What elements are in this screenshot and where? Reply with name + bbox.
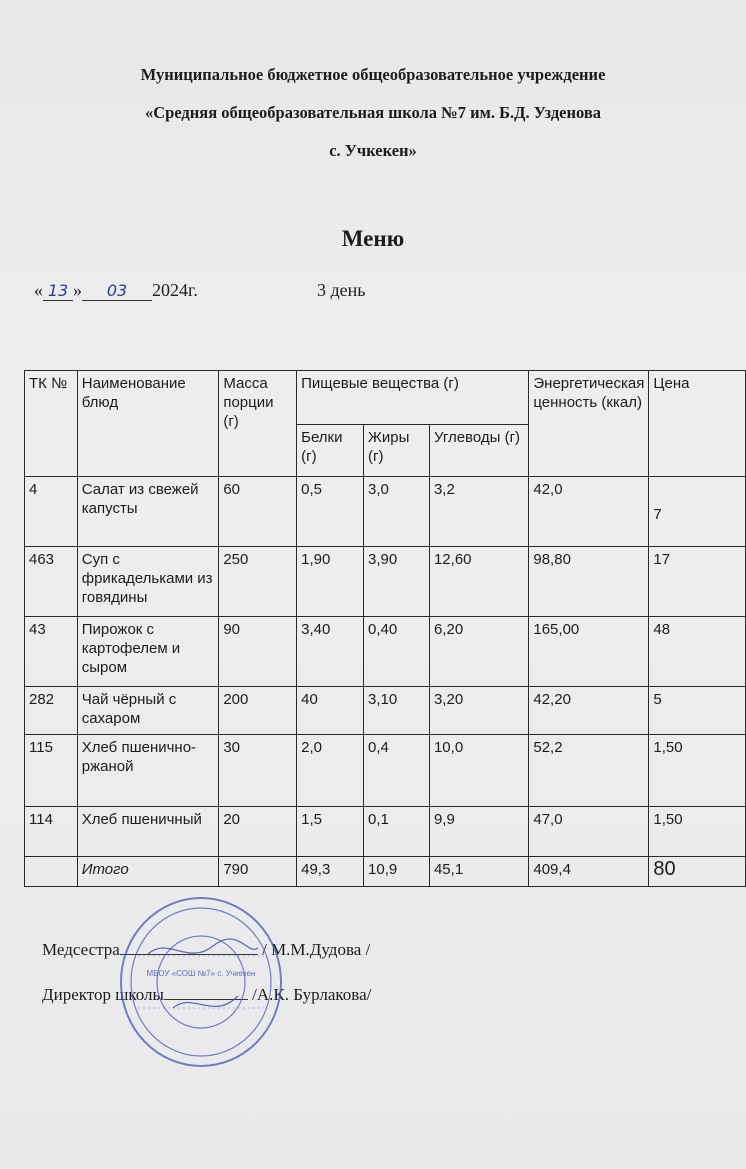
date-open-quote: « (34, 280, 43, 300)
total-row (25, 857, 746, 887)
cell-name: Хлеб пшенично-ржаной (77, 735, 219, 807)
cell-fat: 3,10 (364, 687, 430, 735)
cell-price: 48 (649, 617, 746, 687)
day-label: 3 день (317, 280, 366, 300)
cell-mass: 20 (219, 807, 297, 857)
cell-energy: 165,00 (529, 617, 649, 687)
cell-tk: 282 (25, 687, 78, 735)
date-year: 2024г. (152, 280, 198, 300)
table-row (25, 735, 746, 807)
cell-carbs: 9,9 (429, 807, 528, 857)
document-header (0, 62, 746, 176)
cell-energy: 52,2 (529, 735, 649, 807)
nurse-label: Медсестра (42, 940, 120, 959)
cell-mass: 30 (219, 735, 297, 807)
cell-protein: 1,90 (297, 547, 364, 617)
cell-name: Суп с фрикадельками из говядины (77, 547, 219, 617)
cell-carbs: 10,0 (429, 735, 528, 807)
nurse-name: / М.М.Дудова / (262, 940, 371, 959)
cell-tk: 4 (25, 477, 78, 547)
cell-tk: 463 (25, 547, 78, 617)
cell-carbs: 6,20 (429, 617, 528, 687)
cell-price: 7 (649, 477, 746, 547)
cell-fat: 3,90 (364, 547, 430, 617)
total-mass: 790 (219, 857, 297, 887)
header-nutrients: Пищевые вещества (г) (297, 371, 529, 425)
cell-tk-empty (25, 857, 78, 887)
header-carbs: Углеводы (г) (429, 425, 528, 477)
cell-tk: 115 (25, 735, 78, 807)
cell-protein: 2,0 (297, 735, 364, 807)
date-month: 03 (82, 281, 152, 301)
total-energy: 409,4 (529, 857, 649, 887)
cell-name: Салат из свежей капусты (77, 477, 219, 547)
cell-energy: 42,20 (529, 687, 649, 735)
cell-energy: 98,80 (529, 547, 649, 617)
cell-fat: 3,0 (364, 477, 430, 547)
cell-fat: 0,1 (364, 807, 430, 857)
cell-mass: 250 (219, 547, 297, 617)
table-row (25, 617, 746, 687)
table-header-row (25, 371, 746, 425)
header-price: Цена (649, 371, 746, 477)
total-label: Итого (77, 857, 219, 887)
total-protein: 49,3 (297, 857, 364, 887)
header-name: Наименование блюд (77, 371, 219, 477)
director-label: Директор школы (42, 985, 164, 1004)
cell-mass: 200 (219, 687, 297, 735)
cell-tk: 114 (25, 807, 78, 857)
header-mass: Масса порции (г) (219, 371, 297, 477)
cell-name: Чай чёрный с сахаром (77, 687, 219, 735)
total-fat: 10,9 (364, 857, 430, 887)
org-name-line-3: с. Учкекен» (329, 141, 417, 160)
table-row (25, 687, 746, 735)
cell-carbs: 12,60 (429, 547, 528, 617)
org-name-line-2: «Средняя общеобразовательная школа №7 им. Б.Д. Узденова (144, 103, 602, 122)
page-title: Меню (341, 226, 405, 251)
cell-energy: 42,0 (529, 477, 649, 547)
total-carbs: 45,1 (429, 857, 528, 887)
cell-fat: 0,4 (364, 735, 430, 807)
cell-protein: 3,40 (297, 617, 364, 687)
cell-protein: 0,5 (297, 477, 364, 547)
cell-energy: 47,0 (529, 807, 649, 857)
director-name: /А.К. Бурлакова/ (252, 985, 372, 1004)
cell-protein: 40 (297, 687, 364, 735)
header-tk: ТК № (25, 371, 78, 477)
header-energy: Энергетическая ценность (ккал) (529, 371, 649, 477)
cell-price: 17 (649, 547, 746, 617)
cell-carbs: 3,2 (429, 477, 528, 547)
school-stamp (118, 896, 284, 1068)
stamp-text: МБОУ «СОШ №7» с. Учкекен (146, 969, 256, 978)
cell-mass: 90 (219, 617, 297, 687)
cell-price: 5 (649, 687, 746, 735)
cell-price: 1,50 (649, 735, 746, 807)
cell-name: Хлеб пшеничный (77, 807, 219, 857)
menu-table (24, 370, 746, 887)
cell-price: 1,50 (649, 807, 746, 857)
table-row (25, 477, 746, 547)
table-row (25, 547, 746, 617)
cell-fat: 0,40 (364, 617, 430, 687)
date-day: 13 (43, 281, 73, 301)
table-row (25, 807, 746, 857)
cell-name: Пирожок с картофелем и сыром (77, 617, 219, 687)
header-protein: Белки (г) (297, 425, 364, 477)
cell-tk: 43 (25, 617, 78, 687)
date-close-quote: » (73, 280, 82, 300)
total-price: 80 (649, 857, 746, 887)
org-name-line-1: Муниципальное бюджетное общеобразовательное учреждение (140, 65, 606, 84)
cell-mass: 60 (219, 477, 297, 547)
date-line (34, 280, 366, 301)
cell-carbs: 3,20 (429, 687, 528, 735)
cell-protein: 1,5 (297, 807, 364, 857)
header-fat: Жиры (г) (364, 425, 430, 477)
